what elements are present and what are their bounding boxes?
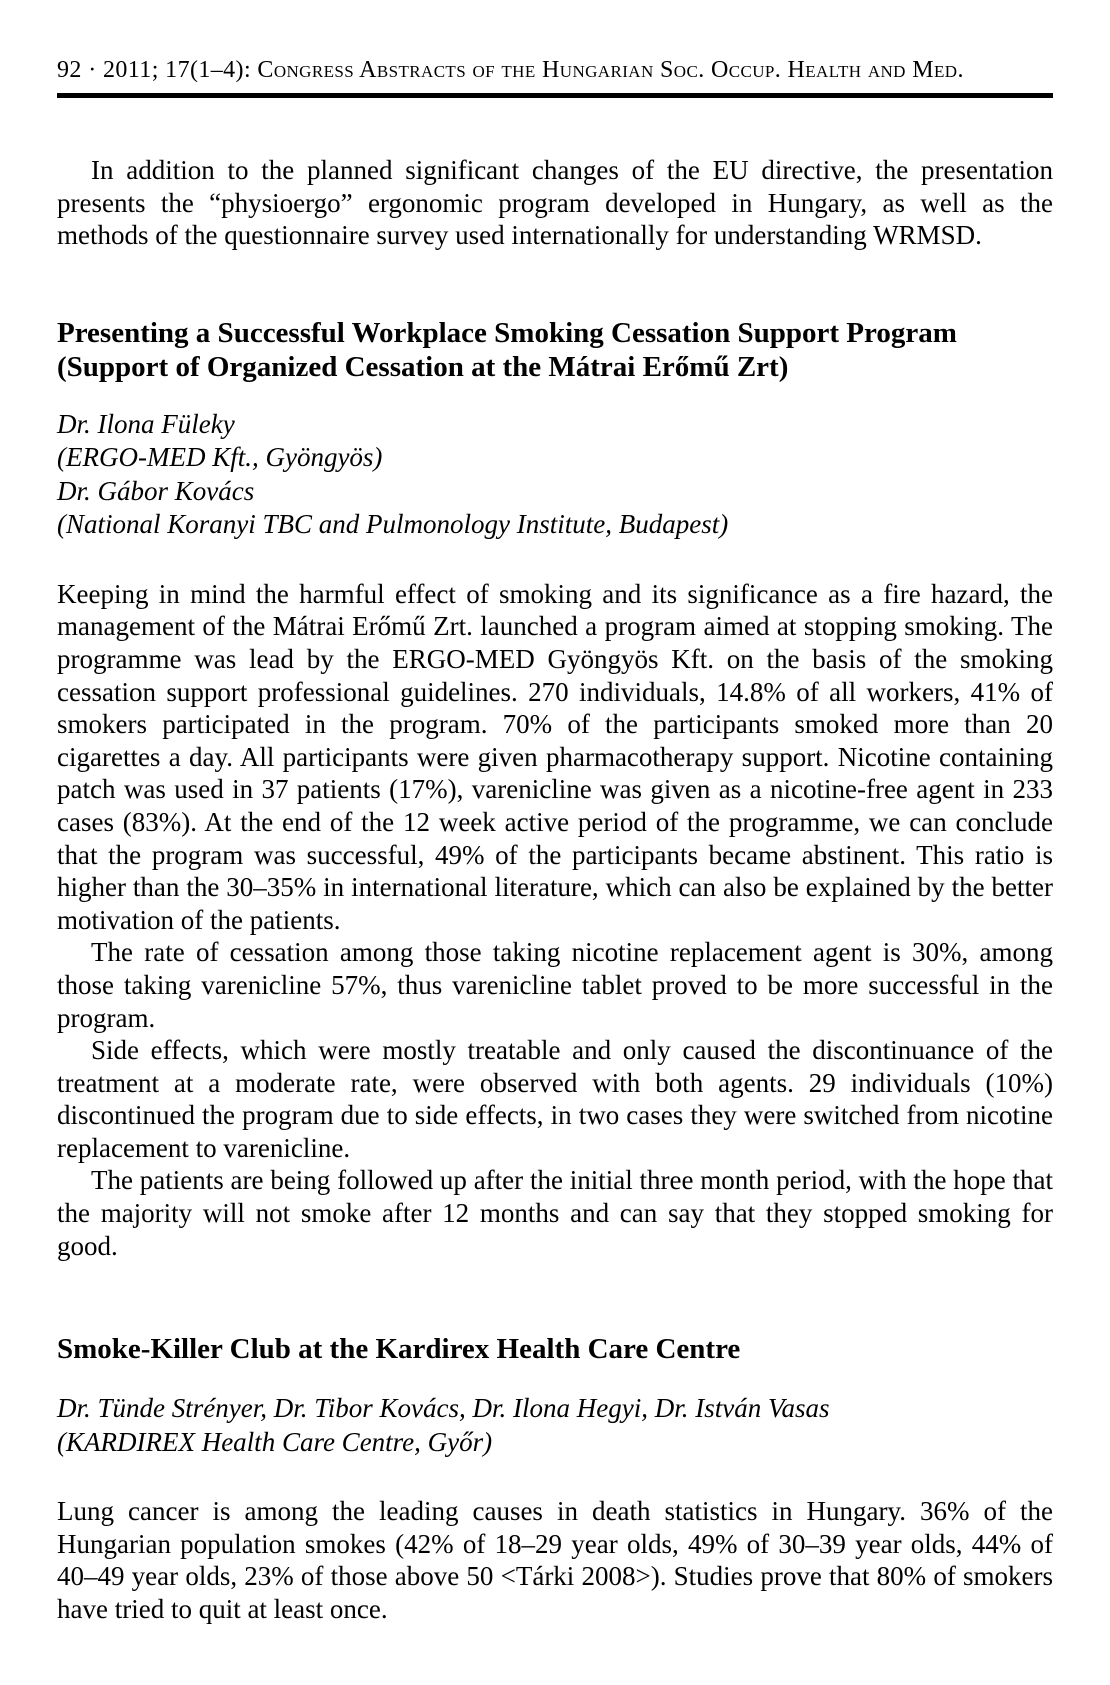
intro-paragraph: In addition to the planned significant changes of the EU directive, the presentation presents the “physioergo” ergonomic program developed in Hungary, as well as the methods of the questionnaire survey used internationally for understanding WRMSD. <box>57 155 1053 251</box>
author-affiliation: (National Koranyi TBC and Pulmonology Institute, Budapest) <box>57 509 729 540</box>
page-header-text: 92 · 2011; 17(1–4): Congress Abstracts of the Hungarian Soc. Occup. Health and Med. <box>57 57 964 83</box>
body-paragraph: Lung cancer is among the leading causes in death statistics in Hungary. 36% of the Hungarian population smokes (42% of 18–29 year olds, 49% of 30–39 year olds, 44% of 40–49 year olds, 23% of those above 50 <Tárki 2008>). Studies prove that 80% of smokers have tried to quit at least once. <box>57 1496 1053 1625</box>
body-paragraph: Side effects, which were mostly treatable and only caused the discontinuance of the treatment at a moderate rate, were observed with both agents. 29 individuals (10%) discontinued the program due to side effects, in two cases they were switched from nicotine replacement to varenicline. <box>57 1035 1053 1163</box>
author-name: Dr. Ilona Füleky <box>57 408 235 439</box>
section-title-smoke-killer-club: Smoke-Killer Club at the Kardirex Health Care Centre <box>57 1333 741 1366</box>
body-paragraph: The patients are being followed up after the initial three month period, with the hope that the majority will not smoke after 12 months and can say that they stopped smoking for good. <box>57 1165 1053 1261</box>
section-title-smoking-cessation: Presenting a Successful Workplace Smoking Cessation Support Program (Support of Organized Cessation at the Mátrai Erőmű Zrt) <box>57 316 957 383</box>
author-name: Dr. Tünde Strényer, Dr. Tibor Kovács, Dr. Ilona Hegyi, Dr. István Vasas <box>57 1393 830 1424</box>
author-affiliation: (ERGO-MED Kft., Gyöngyös) <box>57 442 383 473</box>
author-affiliation: (KARDIREX Health Care Centre, Győr) <box>57 1426 493 1457</box>
page-header <box>57 56 1053 84</box>
authors-block-1 <box>57 408 1053 542</box>
body-paragraph: The rate of cessation among those taking nicotine replacement agent is 30%, among those taking varenicline 57%, thus varenicline tablet proved to be more successful in the program. <box>57 937 1053 1033</box>
header-rule <box>57 93 1053 98</box>
authors-block-2 <box>57 1392 1053 1459</box>
author-name: Dr. Gábor Kovács <box>57 475 255 506</box>
body-paragraph: Keeping in mind the harmful effect of smoking and its significance as a fire hazard, the management of the Mátrai Erőmű Zrt. launched a program aimed at stopping smoking. The programme was lead by the ERGO-MED Gyöngyös Kft. on the basis of the smoking cessation support professional guidelines. 270 individuals, 14.8% of all workers, 41% of smokers participated in the program. 70% of the participants smoked more than 20 cigarettes a day. All participants were given pharmacotherapy support. Nicotine containing patch was used in 37 patients (17%), varenicline was given as a nicotine-free agent in 233 cases (83%). At the end of the 12 week active period of the programme, we can conclude that the program was successful, 49% of the participants became abstinent. This ratio is higher than the 30–35% in international literature, which can also be explained by the better motivation of the patients. <box>57 578 1053 935</box>
